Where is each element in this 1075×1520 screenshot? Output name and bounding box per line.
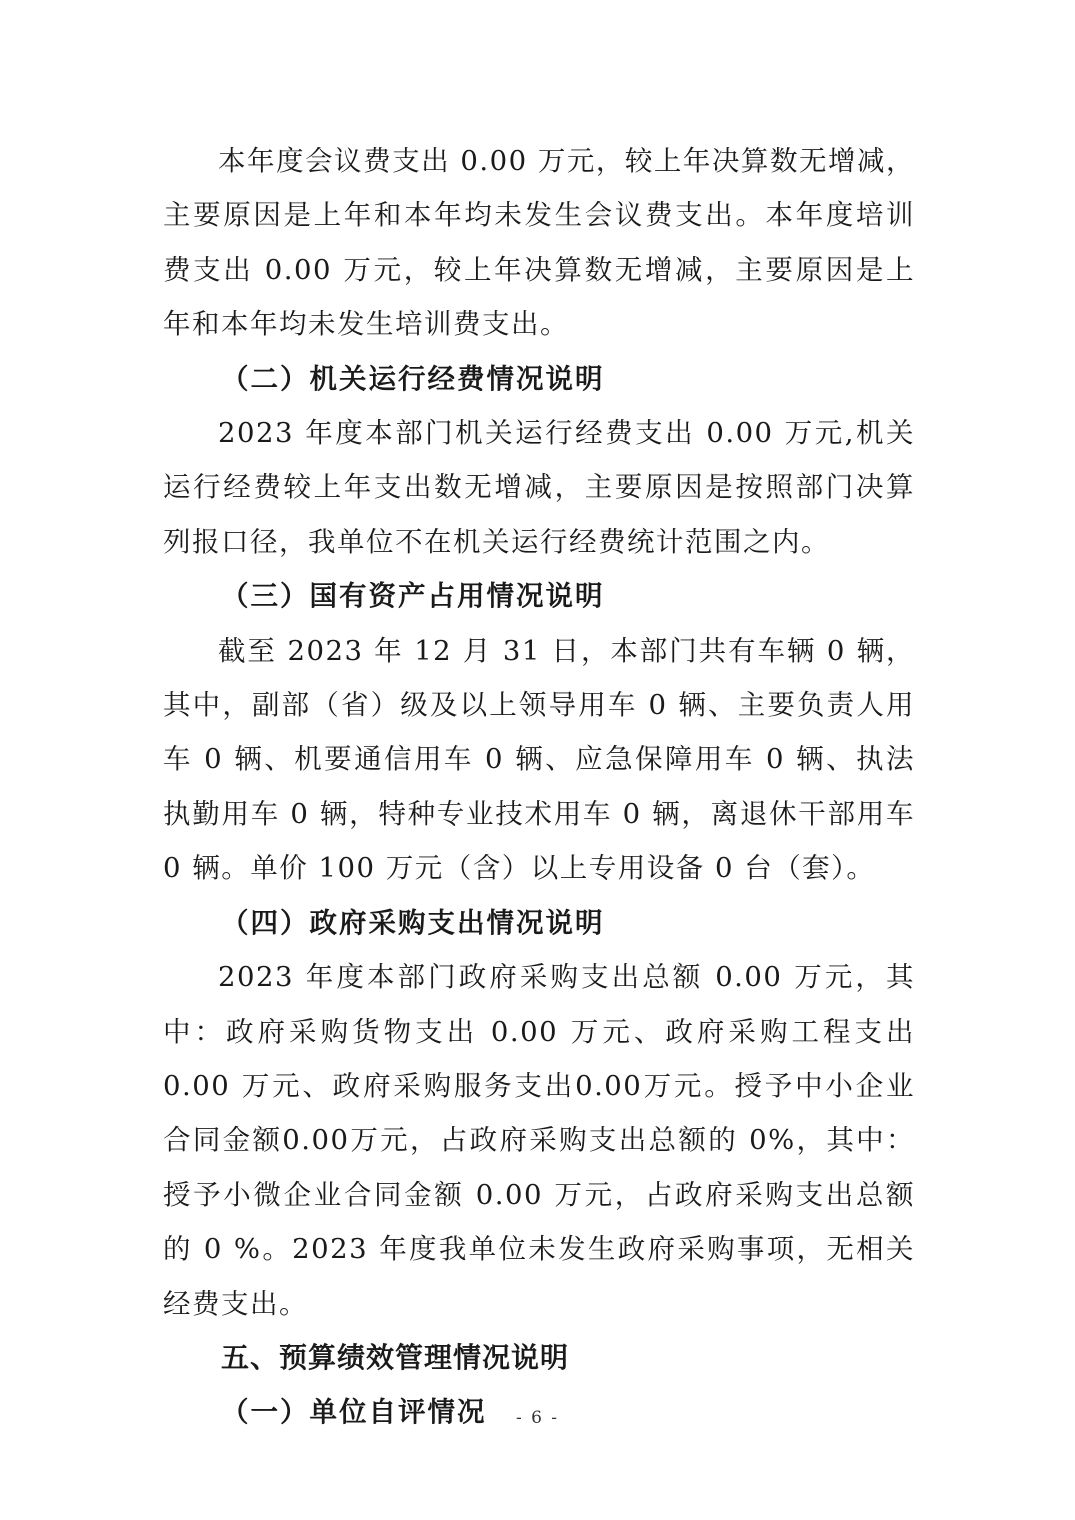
section-heading-agency-operating-expenses: （二）机关运行经费情况说明 (221, 362, 605, 395)
meeting-training-fee-paragraph: 本年度会议费支出 0.00 万元，较上年决算数无增减，主要原因是上年和本年均未发生会议费支出。本年度培训费支出 0.00 万元，较上年决算数无增减，主要原因是上年和本年均未发生培训费支出。 (163, 145, 915, 341)
government-procurement-paragraph: 2023 年度本部门政府采购支出总额 0.00 万元，其中：政府采购货物支出 0.00 万元、政府采购工程支出 0.00 万元、政府采购服务支出0.00万元。授予中小企业合同金额0.00万元，占政府采购支出总额的 0%，其中：授予小微企业合同金额 0.00 万元，占政府采购支出总额的 0 %。2023 年度我单位未发生政府采购事项，无相关经费支出。 (163, 961, 915, 1320)
chapter-heading-performance-management: 五、预算绩效管理情况说明 (221, 1340, 570, 1374)
section-heading-state-assets: （三）国有资产占用情况说明 (221, 580, 605, 613)
page-number: - 6 - (515, 1408, 560, 1428)
document-body (163, 134, 915, 1440)
section-heading-government-procurement: （四）政府采购支出情况说明 (221, 906, 605, 939)
state-assets-paragraph: 截至 2023 年 12 月 31 日，本部门共有车辆 0 辆，其中，副部（省）级及以上领导用车 0 辆、主要负责人用车 0 辆、机要通信用车 0 辆、应急保障用车 0 辆、执法执勤用车 0 辆，特种专业技术用车 0 辆，离退休干部用车 0 辆。单价 100 万元（含）以上专用设备 0 台（套）。 (163, 634, 915, 885)
section-heading-self-evaluation: （一）单位自评情况 (221, 1396, 487, 1429)
operating-expenses-paragraph: 2023 年度本部门机关运行经费支出 0.00 万元,机关运行经费较上年支出数无增减，主要原因是按照部门决算列报口径，我单位不在机关运行经费统计范围之内。 (163, 417, 915, 558)
